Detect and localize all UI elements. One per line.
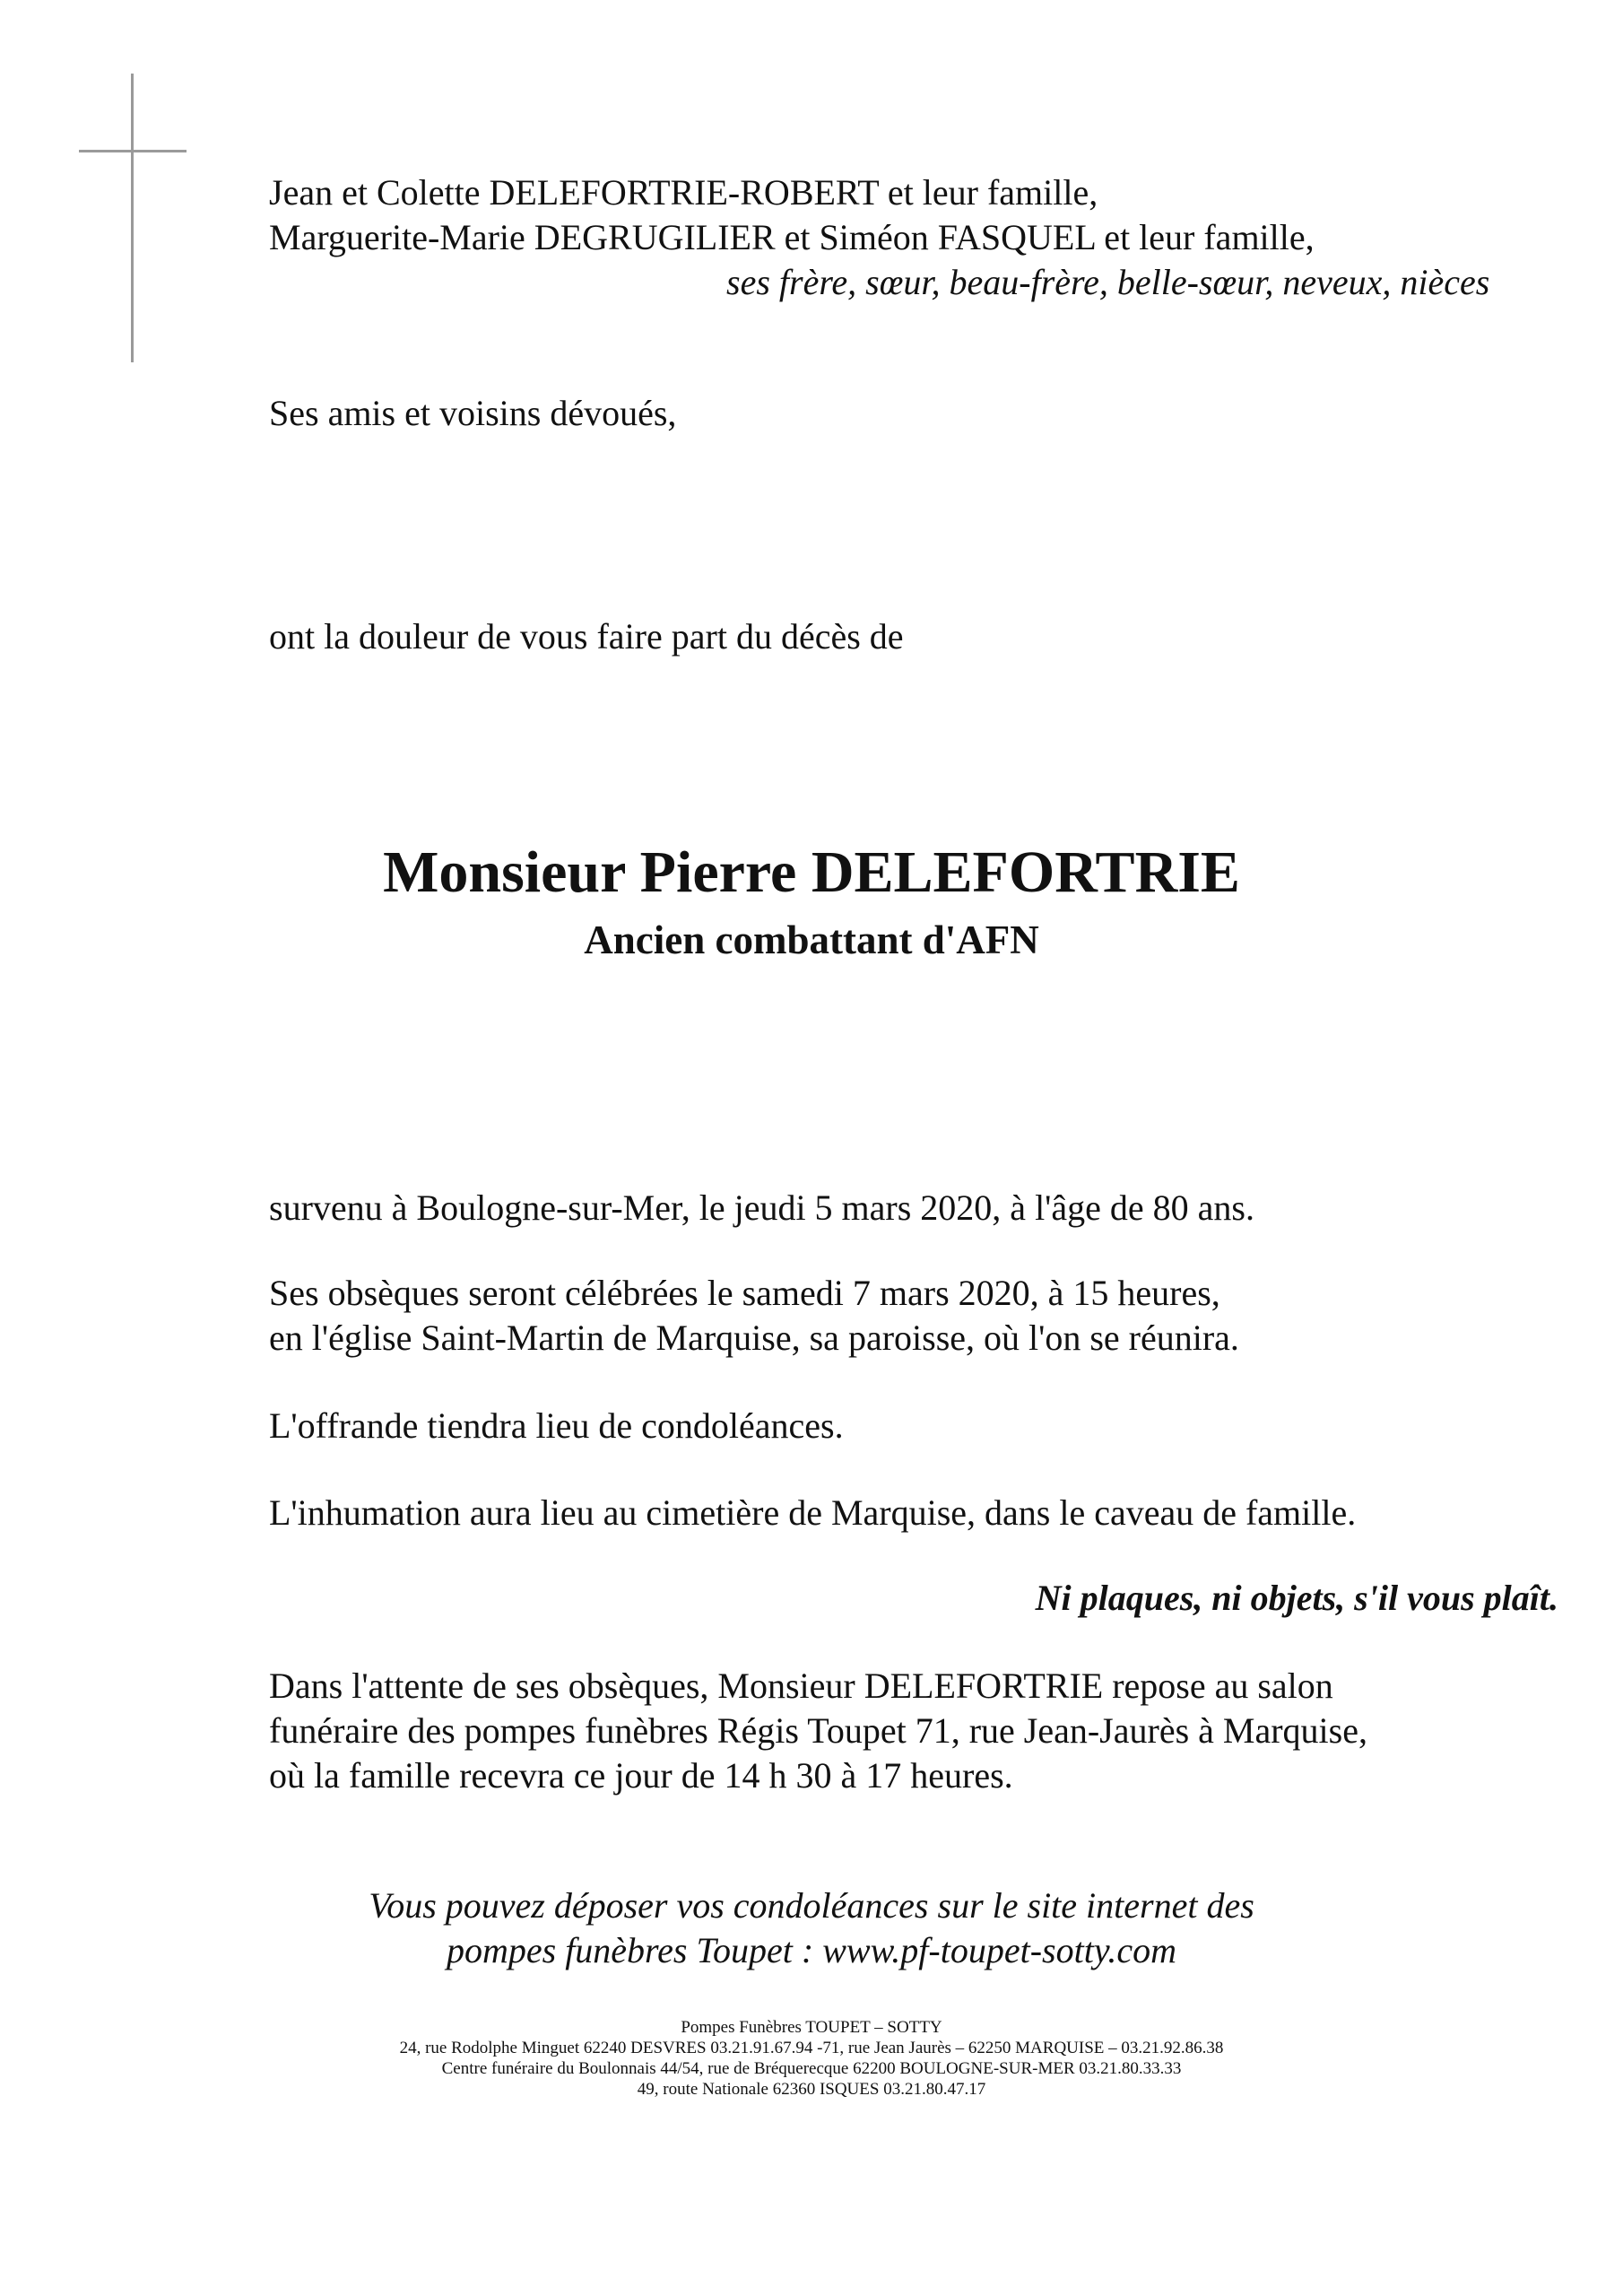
rest-line-2: funéraire des pompes funèbres Régis Toupet 71, rue Jean-Jaurès à Marquise, (269, 1710, 1367, 1751)
death-details: survenu à Boulogne-sur-Mer, le jeudi 5 mars 2020, à l'âge de 80 ans. (269, 1187, 1254, 1228)
condolences-line-2: pompes funèbres Toupet : www.pf-toupet-sotty.com (446, 1930, 1177, 1970)
funeral-line-2: en l'église Saint-Martin de Marquise, sa paroisse, où l'on se réunira. (269, 1318, 1239, 1358)
footer-line-3: 49, route Nationale 62360 ISQUES 03.21.80.47.17 (637, 2080, 986, 2099)
burial-line: L'inhumation aura lieu au cimetière de Marquise, dans le caveau de famille. (269, 1492, 1357, 1533)
cross-icon-horizontal (79, 150, 187, 152)
friends-line: Ses amis et voisins dévoués, (269, 393, 677, 433)
rest-line-1: Dans l'attente de ses obsèques, Monsieur DELEFORTRIE repose au salon (269, 1665, 1333, 1706)
offering-line: L'offrande tiendra lieu de condoléances. (269, 1405, 844, 1446)
announcement: ont la douleur de vous faire part du décès de (269, 616, 904, 657)
family-line-2: Marguerite-Marie DEGRUGILIER et Siméon FASQUEL et leur famille, (269, 217, 1315, 257)
deceased-name: Monsieur Pierre DELEFORTRIE (383, 839, 1240, 905)
rest-line-3: où la famille recevra ce jour de 14 h 30 à 17 heures. (269, 1755, 1013, 1796)
deceased-title: Ancien combattant d'AFN (584, 918, 1039, 962)
family-line-1: Jean et Colette DELEFORTRIE-ROBERT et leur famille, (269, 172, 1098, 213)
condolences-line-1: Vous pouvez déposer vos condoléances sur le site internet des (369, 1885, 1254, 1926)
footer-company: Pompes Funèbres TOUPET – SOTTY (681, 2018, 942, 2037)
no-plaques-line: Ni plaques, ni objets, s'il vous plaît. (1035, 1578, 1558, 1618)
footer-line-2: Centre funéraire du Boulonnais 44/54, rue de Bréquerecque 62200 BOULOGNE-SUR-MER 03.21.80.33.33 (441, 2059, 1182, 2078)
family-relations: ses frère, sœur, beau-frère, belle-sœur, neveux, nièces (726, 262, 1490, 302)
footer-line-1: 24, rue Rodolphe Minguet 62240 DESVRES 03.21.91.67.94 -71, rue Jean Jaurès – 62250 MARQUISE – 03.21.92.86.38 (399, 2039, 1224, 2057)
cross-icon-vertical (131, 74, 134, 362)
funeral-line-1: Ses obsèques seront célébrées le samedi 7 mars 2020, à 15 heures, (269, 1273, 1220, 1313)
